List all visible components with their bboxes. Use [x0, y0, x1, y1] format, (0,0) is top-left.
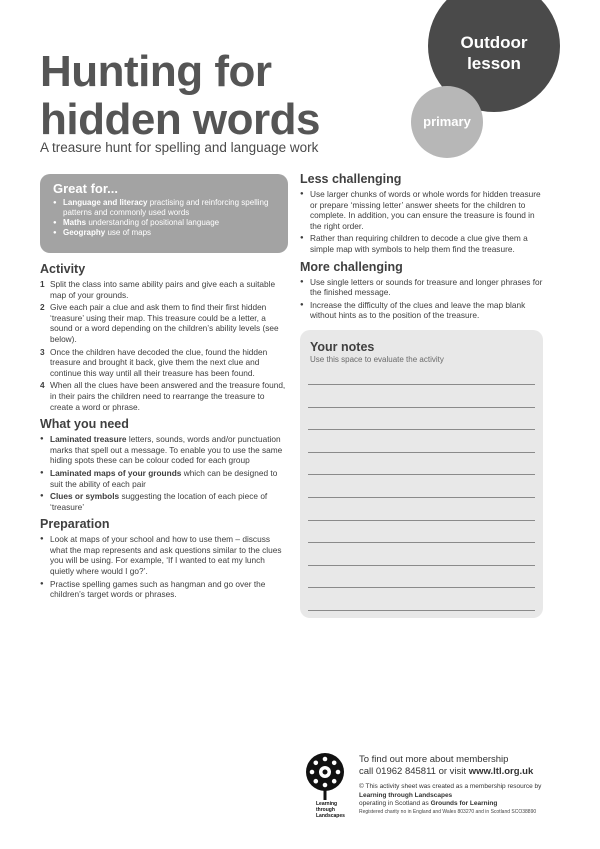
- step-text: When all the clues have been answered and the treasure found, in their pairs the children need to rearrange the treasure to create a word or phrase.: [50, 380, 286, 412]
- item-name: Laminated treasure: [50, 434, 127, 445]
- item-name: Laminated maps of your grounds: [50, 467, 182, 478]
- tree-icon: [306, 753, 344, 800]
- great-for-item-subject: Language and literacy: [63, 198, 148, 207]
- right-column: [300, 172, 543, 323]
- notes-writing-line: [308, 384, 535, 385]
- step-number: 1: [40, 279, 45, 289]
- activity-heading: Activity: [40, 262, 86, 276]
- scotland-prefix: operating in Scotland as: [359, 800, 431, 807]
- step-text: Split the class into same ability pairs and give each a suitable map of your grounds.: [50, 279, 276, 300]
- activity-step: [40, 279, 288, 300]
- less-challenging-item: ● Use larger chunks of words or whole words for hidden treasure or prepare ‘missing letter’ answer sheets for the children to complete. In addition, you can ensure the treasure is found in the right order.: [300, 189, 543, 231]
- notes-writing-line: [308, 452, 535, 453]
- website-link[interactable]: www.ltl.org.uk: [468, 766, 534, 777]
- great-for-item-text: use of maps: [105, 228, 152, 237]
- notes-writing-line: [308, 407, 535, 408]
- notes-writing-line: [308, 565, 535, 566]
- preparation-item: ● Practise spelling games such as hangman and go over the children’s target words or phrases.: [40, 579, 288, 600]
- what-you-need-heading: What you need: [40, 417, 129, 432]
- notes-writing-line: [308, 497, 535, 498]
- membership-line: To find out more about membership: [359, 754, 509, 765]
- more-challenging-list: [300, 277, 543, 321]
- preparation-item: ● Look at maps of your school and how to use them – discuss what the map represents and ask questions similar to the clues you will be using. For example, ‘If I wanted to eat my lunch quietly where would I go?’.: [40, 534, 288, 576]
- great-for-item-subject: Maths: [63, 218, 87, 227]
- great-for-item-text: understanding of positional language: [86, 218, 220, 227]
- activity-step: [40, 302, 288, 344]
- item-text: which can be designed to suit the ability of each pair: [50, 467, 278, 489]
- notes-writing-line: [308, 542, 535, 543]
- notes-heading: Your notes: [310, 340, 375, 354]
- less-challenging-heading: Less challenging: [300, 172, 402, 186]
- learning-through-landscapes-logo: [296, 748, 354, 820]
- step-text: Give each pair a clue and ask them to find their first hidden ‘treasure’ using their map. This treasure could be a letter, a sound or a word depending on the children’s ability levels (see below).: [50, 302, 279, 344]
- copyright-prefix: © This activity sheet was created as a membership resource by: [359, 783, 542, 790]
- notes-hint: Use this space to evaluate the activity: [310, 355, 444, 364]
- great-for-item: [53, 198, 278, 218]
- item-text: suggesting the location of each piece of ‘treasure’: [50, 491, 268, 512]
- more-challenging-heading: More challenging: [300, 259, 403, 274]
- scotland-text: [359, 800, 569, 809]
- notes-writing-line: [308, 587, 535, 588]
- item-text: letters, sounds, words and/or punctuation marks that spell out a message. To enable you to use the same hiding spots these can be colour coded for each group: [50, 434, 283, 466]
- page-title: [40, 48, 420, 144]
- step-number: 4: [40, 380, 45, 391]
- copyright-text: [359, 783, 569, 800]
- primary-badge: primary: [411, 86, 483, 158]
- step-number: 3: [40, 346, 45, 357]
- notes-writing-line: [308, 520, 535, 521]
- badge-outdoor-line-2: lesson: [467, 54, 521, 73]
- preparation-heading: Preparation: [40, 517, 110, 532]
- scotland-org: Grounds for Learning: [430, 800, 498, 807]
- great-for-box: [40, 174, 288, 253]
- great-for-item: [53, 228, 278, 238]
- great-for-item-text: practising and reinforcing spelling patterns and commonly used words: [63, 198, 269, 217]
- great-for-heading: Great for...: [53, 181, 119, 196]
- footer: [359, 754, 569, 816]
- contact-phone-text: call 01962 845811 or visit: [359, 766, 469, 777]
- notes-box: [300, 330, 543, 618]
- great-for-list: [53, 198, 278, 238]
- activity-step: [40, 347, 288, 379]
- activity-step: [40, 380, 288, 412]
- what-you-need-item: [40, 468, 288, 489]
- activity-steps: [40, 279, 288, 412]
- great-for-item: [53, 218, 278, 228]
- logo-text-line-1: Learning: [316, 801, 338, 807]
- logo-text-line-2: through: [316, 807, 335, 813]
- less-challenging-item: ● Rather than requiring children to decode a clue give them a simple map with symbols to help them find the treasure.: [300, 233, 543, 254]
- preparation-list: [40, 534, 288, 600]
- left-column: [40, 262, 288, 602]
- page-subtitle: A treasure hunt for spelling and language work: [40, 140, 319, 155]
- step-text: Once the children have decoded the clue, found the hidden treasure and brought it back, give them the next clue and continue this way until all their treasure has been found.: [50, 346, 268, 378]
- step-number: 2: [40, 302, 45, 313]
- title-line-2: hidden words: [40, 95, 320, 144]
- less-challenging-list: [300, 189, 543, 255]
- what-you-need-item: [40, 491, 288, 512]
- what-you-need-list: [40, 434, 288, 512]
- contact-line: [359, 766, 569, 778]
- item-name: Clues or symbols: [50, 491, 120, 502]
- more-challenging-item: ● Use single letters or sounds for treasure and longer phrases for the finished message.: [300, 277, 543, 298]
- great-for-item-subject: Geography: [63, 228, 106, 237]
- what-you-need-item: [40, 434, 288, 466]
- notes-writing-line: [308, 429, 535, 430]
- title-line-1: Hunting for: [40, 47, 272, 96]
- notes-writing-line: [308, 610, 535, 611]
- copyright-org: Learning through Landscapes: [359, 791, 453, 799]
- more-challenging-item: ● Increase the difficulty of the clues and leave the map blank without hints as to the position of the treasure.: [300, 300, 543, 321]
- charity-registration: Registered charity no in England and Wales 803270 and in Scotland SCO38890: [359, 808, 537, 815]
- notes-writing-line: [308, 474, 535, 475]
- badge-outdoor-line-1: Outdoor: [460, 33, 528, 52]
- logo-text-line-3: Landscapes: [316, 813, 345, 819]
